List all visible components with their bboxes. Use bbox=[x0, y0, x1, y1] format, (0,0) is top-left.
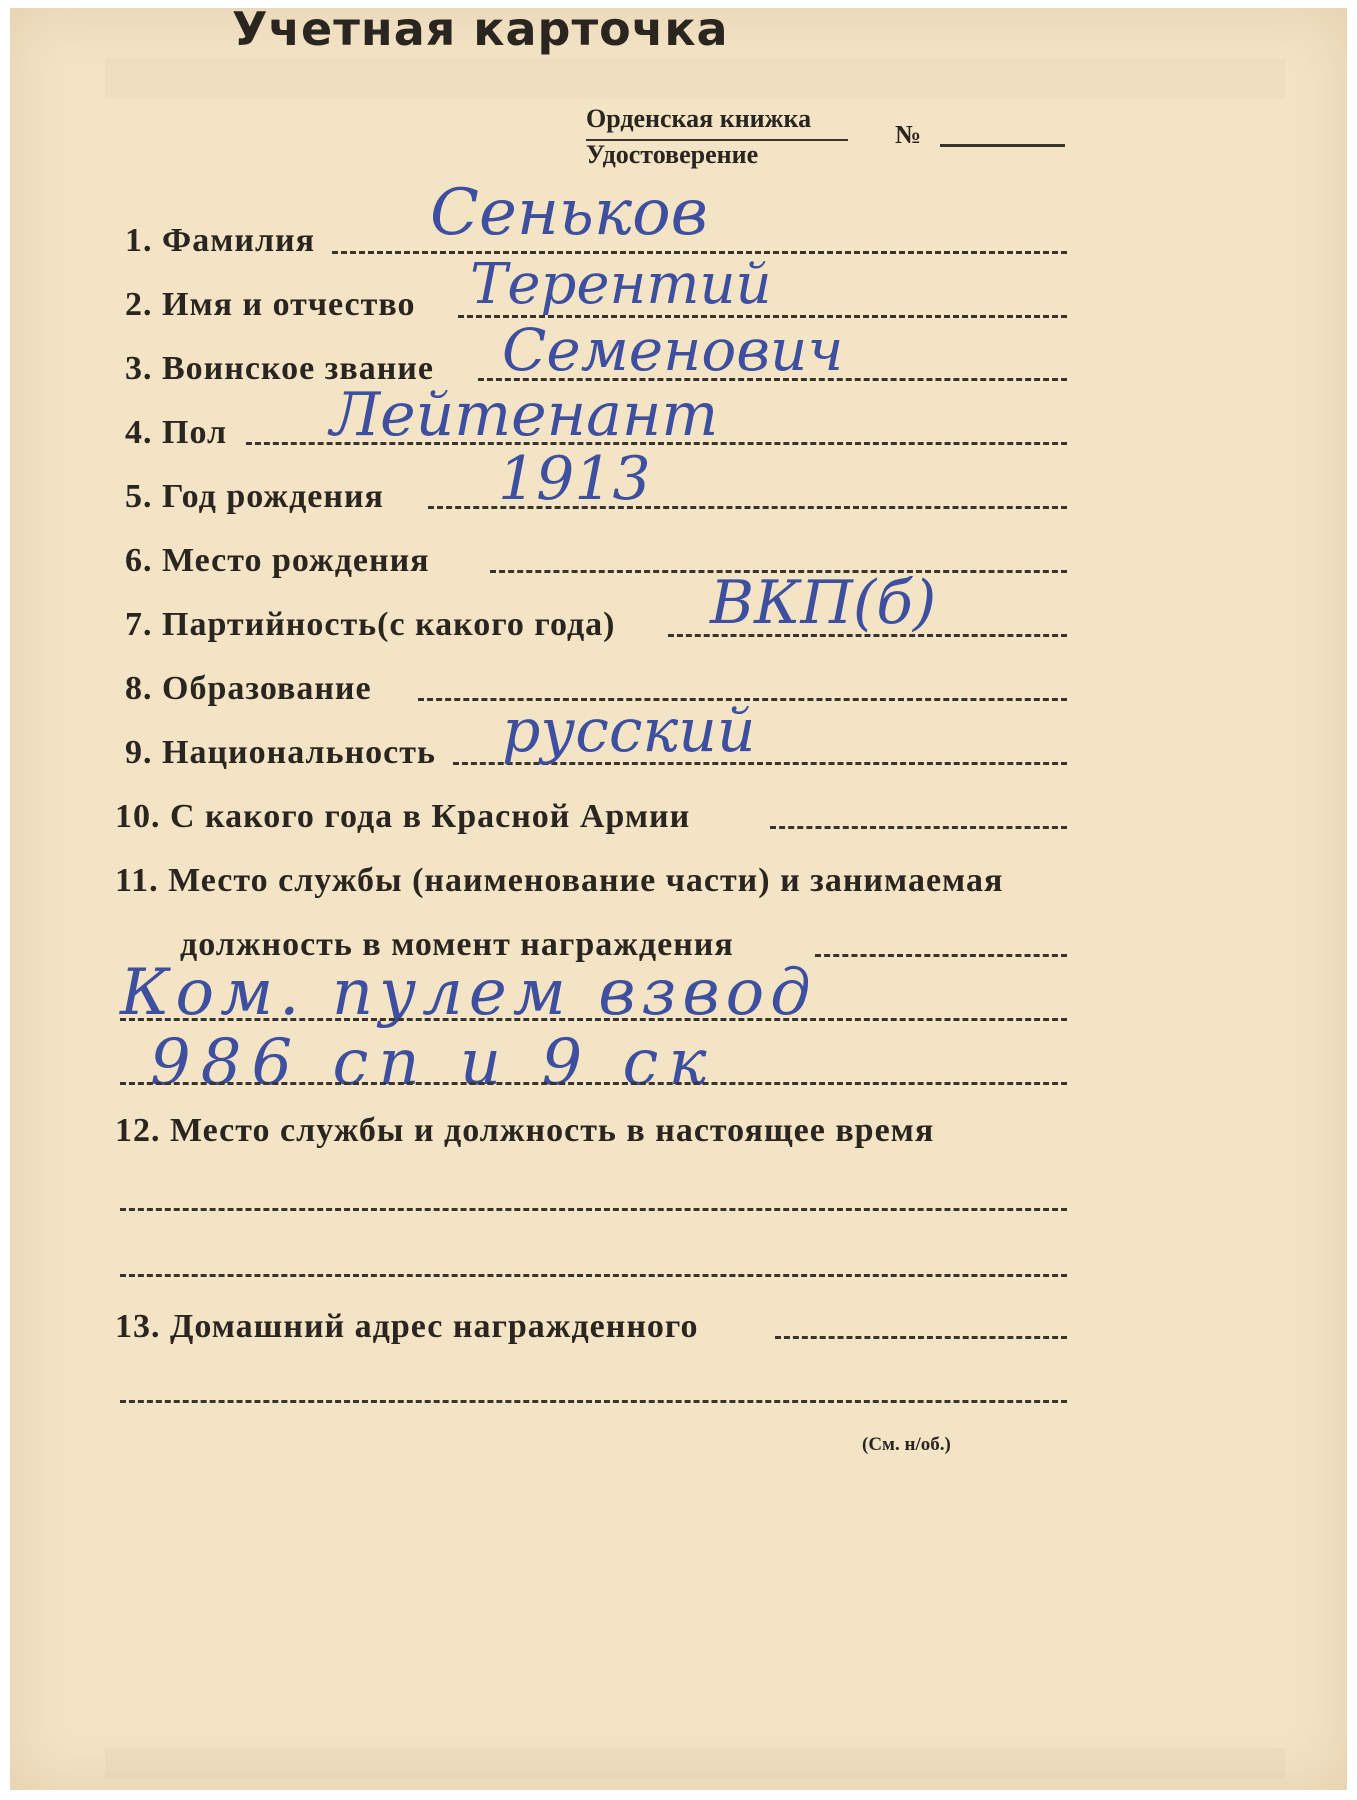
field-value: 1913 bbox=[498, 444, 651, 514]
bleed-through bbox=[105, 1748, 1285, 1778]
number-sign: № bbox=[895, 120, 922, 149]
bleed-through bbox=[105, 58, 1285, 98]
field-label: 1. Фамилия bbox=[125, 222, 316, 259]
field-line bbox=[120, 1400, 1067, 1403]
field-label: 9. Национальность bbox=[125, 734, 436, 771]
field-value: Семенович bbox=[502, 316, 844, 384]
footer-note: (См. н/об.) bbox=[862, 1434, 951, 1455]
field-line bbox=[120, 1274, 1067, 1277]
card-title: Учетная карточка bbox=[232, 2, 729, 56]
field-line bbox=[815, 954, 1067, 957]
field-label: 6. Место рождения bbox=[125, 542, 430, 579]
field-label: 13. Домашний адрес награжденного bbox=[115, 1308, 699, 1345]
field-label: 5. Год рождения bbox=[125, 478, 384, 515]
order-book-label: Орденская книжка bbox=[586, 104, 812, 133]
field-value: русский bbox=[502, 696, 756, 766]
record-card bbox=[10, 2, 1347, 1790]
field-value: ВКП(б) bbox=[710, 568, 937, 638]
field-label: 2. Имя и отчество bbox=[125, 286, 416, 323]
field-line bbox=[775, 1336, 1067, 1339]
field-label: 10. С какого года в Красной Армии bbox=[115, 798, 691, 835]
field-label: 11. Место службы (наименование части) и занимаемая bbox=[115, 862, 1004, 899]
field-value: Сеньков bbox=[430, 176, 708, 250]
field-line bbox=[120, 1082, 1067, 1085]
field-label: 4. Пол bbox=[125, 414, 228, 451]
field-label: 12. Место службы и должность в настоящее время bbox=[115, 1112, 935, 1149]
field-line bbox=[120, 1208, 1067, 1211]
field-label: 3. Воинское звание bbox=[125, 350, 434, 387]
field-value: 986 сп и 9 ск bbox=[150, 1026, 717, 1100]
field-value: Терентий bbox=[470, 252, 772, 317]
field-line bbox=[120, 1018, 1067, 1021]
field-value: Лейтенант bbox=[330, 380, 719, 450]
field-line bbox=[770, 826, 1067, 829]
field-label: 7. Партийность(с какого года) bbox=[125, 606, 616, 643]
field-value: Ком. пулем взвод bbox=[120, 956, 817, 1030]
field-label: 8. Образование bbox=[125, 670, 372, 707]
number-line bbox=[940, 144, 1065, 147]
certificate-label: Удостоверение bbox=[586, 140, 759, 169]
field-label: должность в момент награждения bbox=[180, 926, 734, 963]
